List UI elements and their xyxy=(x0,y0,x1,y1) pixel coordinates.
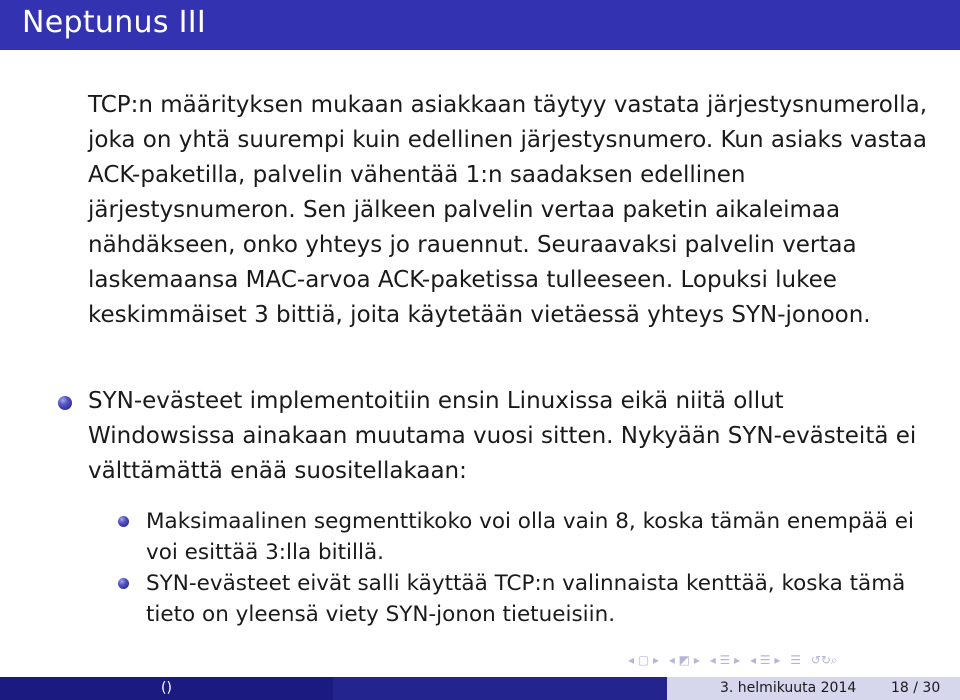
sub-bullet-icon xyxy=(118,516,129,527)
intro-paragraph: TCP:n määrityksen mukaan asiakkaan täytyy vastata järjestysnumerolla, joka on yhtä suurempi kuin edellinen järjestysnumero. Kun asiaks vastaa ACK-paketilla, palvelin vähentää 1:n saadaksen edellinen järjestysnumeron. Sen jälkeen palvelin vertaa paketin aikaleimaa nähdäkseen, onko yhteys jo rauennut. Seuraavaksi palvelin vertaa laskemaansa MAC-arvoa ACK-paketissa tulleeseen. Lopuksi lukee keskimmäiset 3 bittiä, joita käytetään vietäessä yhteys SYN-jonoon. xyxy=(88,92,928,328)
title-bar xyxy=(0,0,960,50)
sub-bullet-icon xyxy=(118,578,129,589)
nav-align-icon[interactable]: ☰ xyxy=(790,653,801,667)
nav-frame-back-icon[interactable]: ◂ ▢ ▸ xyxy=(628,653,660,667)
footer xyxy=(0,677,960,700)
sub-bullet-text-1: Maksimaalinen segmenttikoko voi olla vain 8, koska tämän enempää ei voi esittää 3:lla bitillä. xyxy=(146,509,914,565)
beamer-navigation[interactable] xyxy=(628,650,844,670)
nav-section-forward-icon[interactable]: ◂ ☰ ▸ xyxy=(749,653,781,667)
sub-bullet-text-2: SYN-evästeet eivät salli käyttää TCP:n valinnaista kenttää, koska tämä tieto on yleensä viety SYN-jonon tietueisiin. xyxy=(146,571,906,627)
slide-title: Neptunus III xyxy=(22,5,207,40)
bullet-icon xyxy=(58,396,72,410)
footer-page-number: 18 / 30 xyxy=(891,680,941,696)
footer-date: 3. helmikuuta 2014 xyxy=(720,680,857,696)
main-bullet-text: SYN-evästeet implementoitiin ensin Linuxissa eikä niitä ollut Windowsissa ainakaan muutama vuosi sitten. Nykyään SYN-evästeitä ei välttämättä enää suositellakaan: xyxy=(88,388,917,484)
footer-middle-band xyxy=(333,677,667,700)
nav-section-icon[interactable]: ◂ ☰ ▸ xyxy=(709,653,741,667)
footer-right xyxy=(667,677,960,700)
nav-search-icon[interactable]: ↺↻⌕ xyxy=(810,653,838,667)
nav-subsection-icon[interactable]: ◂ ◩ ▸ xyxy=(668,653,700,667)
footer-author: () xyxy=(0,677,333,700)
